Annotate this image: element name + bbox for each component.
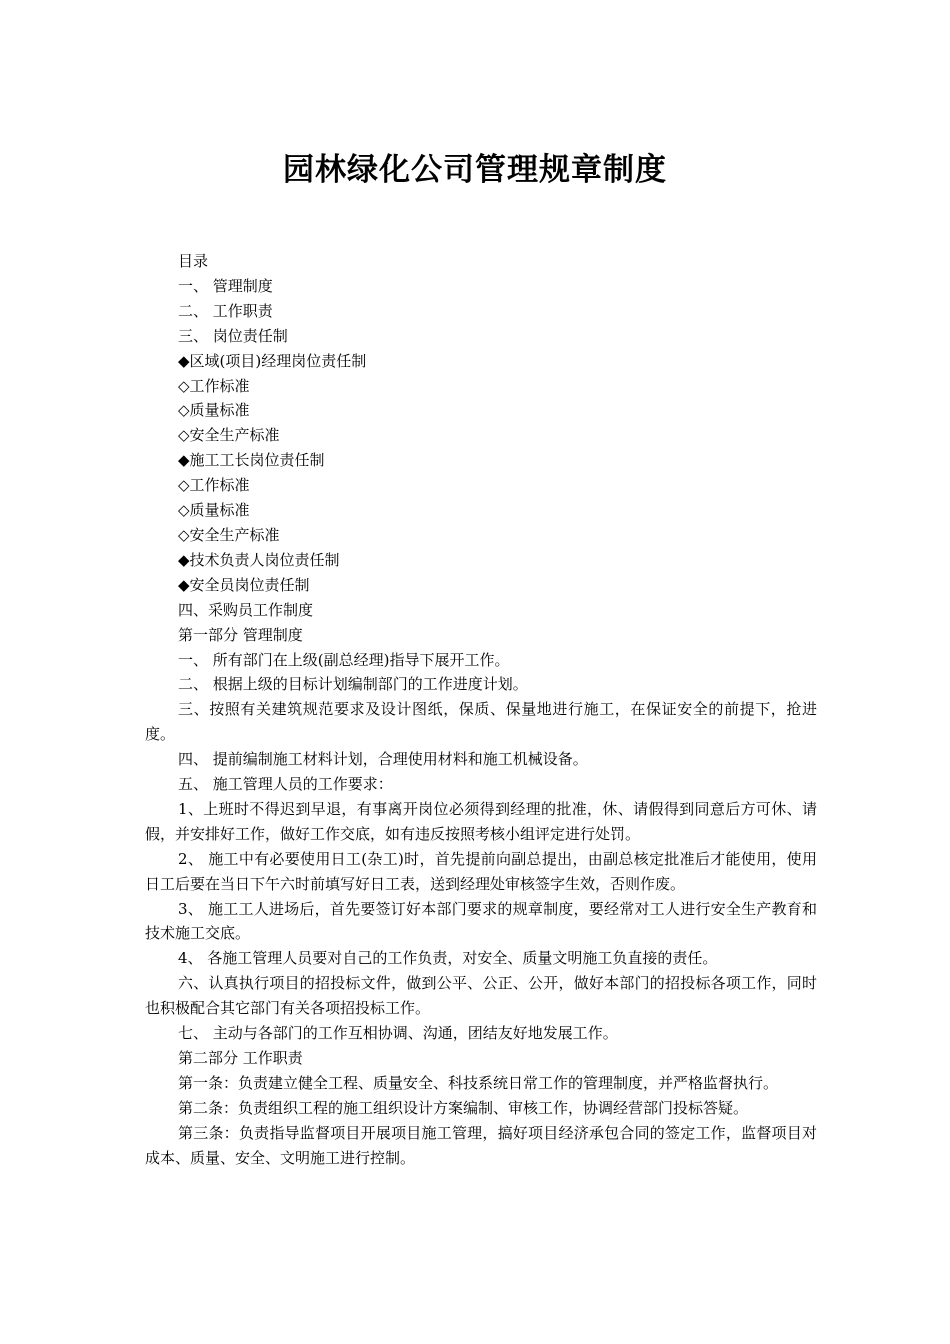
part1-paragraph: 二、 根据上级的目标计划编制部门的工作进度计划。 <box>178 675 528 694</box>
part1-paragraph: 五、 施工管理人员的工作要求： <box>178 775 393 794</box>
section-heading-part1: 第一部分 管理制度 <box>178 625 303 644</box>
toc-item: ◇工作标准 <box>178 376 250 395</box>
toc-item: ◇安全生产标准 <box>178 525 280 544</box>
toc-item: 一、 管理制度 <box>178 276 273 295</box>
part1-paragraph: 3、 施工工人进场后，首先要签订好本部门要求的规章制度，要经常对工人进行安全生产教育和技术施工交底。 <box>145 899 817 943</box>
part1-paragraph: 六、认真执行项目的招投标文件，做到公平、公正、公开，做好本部门的招投标各项工作，同时也积极配合其它部门有关各项招投标工作。 <box>145 974 817 1018</box>
toc-item: 二、 工作职责 <box>178 301 273 320</box>
toc-item: ◇质量标准 <box>178 401 250 420</box>
part2-paragraph: 第三条：负责指导监督项目开展项目施工管理，搞好项目经济承包合同的签定工作，监督项目对成本、质量、安全、文明施工进行控制。 <box>145 1123 817 1167</box>
toc-item: ◆技术负责人岗位责任制 <box>178 550 340 569</box>
part1-paragraph: 4、 各施工管理人员要对自己的工作负责，对安全、质量文明施工负直接的责任。 <box>178 949 718 968</box>
toc-item: 四、采购员工作制度 <box>178 600 314 619</box>
toc-item: ◇安全生产标准 <box>178 426 280 445</box>
part2-paragraph: 第二条：负责组织工程的施工组织设计方案编制、审核工作，协调经营部门投标答疑。 <box>178 1098 749 1117</box>
part1-paragraph: 三、按照有关建筑规范要求及设计图纸，保质、保量地进行施工，在保证安全的前提下，抢进度。 <box>145 700 817 744</box>
toc-item: ◆安全员岗位责任制 <box>178 575 310 594</box>
document-title: 园林绿化公司管理规章制度 <box>283 152 667 188</box>
part1-paragraph: 四、 提前编制施工材料计划，合理使用材料和施工机械设备。 <box>178 750 588 769</box>
toc-item: ◇工作标准 <box>178 476 250 495</box>
section-heading-part2: 第二部分 工作职责 <box>178 1049 303 1067</box>
toc-item: ◆施工工长岗位责任制 <box>178 451 325 470</box>
toc-heading: 目录 <box>178 252 209 270</box>
part1-paragraph: 七、 主动与各部门的工作互相协调、沟通，团结友好地发展工作。 <box>178 1024 618 1043</box>
document-body <box>145 249 817 1171</box>
toc-item: ◇质量标准 <box>178 501 250 520</box>
toc-item: 三、 岗位责任制 <box>178 326 288 345</box>
part2-paragraph: 第一条：负责建立健全工程、质量安全、科技系统日常工作的管理制度，并严格监督执行。 <box>178 1073 779 1092</box>
toc-item: ◆区域(项目)经理岗位责任制 <box>178 351 367 370</box>
part1-paragraph: 1、上班时不得迟到早退，有事离开岗位必须得到经理的批准，休、请假得到同意后方可休、请假，并安排好工作，做好工作交底，如有违反按照考核小组评定进行处罚。 <box>145 799 817 843</box>
part1-paragraph: 2、 施工中有必要使用日工(杂工)时，首先提前向副总提出，由副总核定批准后才能使用，使用日工后要在当日下午六时前填写好日工表，送到经理处审核签字生效，否则作废。 <box>145 849 817 893</box>
part1-paragraph: 一、 所有部门在上级(副总经理)指导下展开工作。 <box>178 650 510 669</box>
